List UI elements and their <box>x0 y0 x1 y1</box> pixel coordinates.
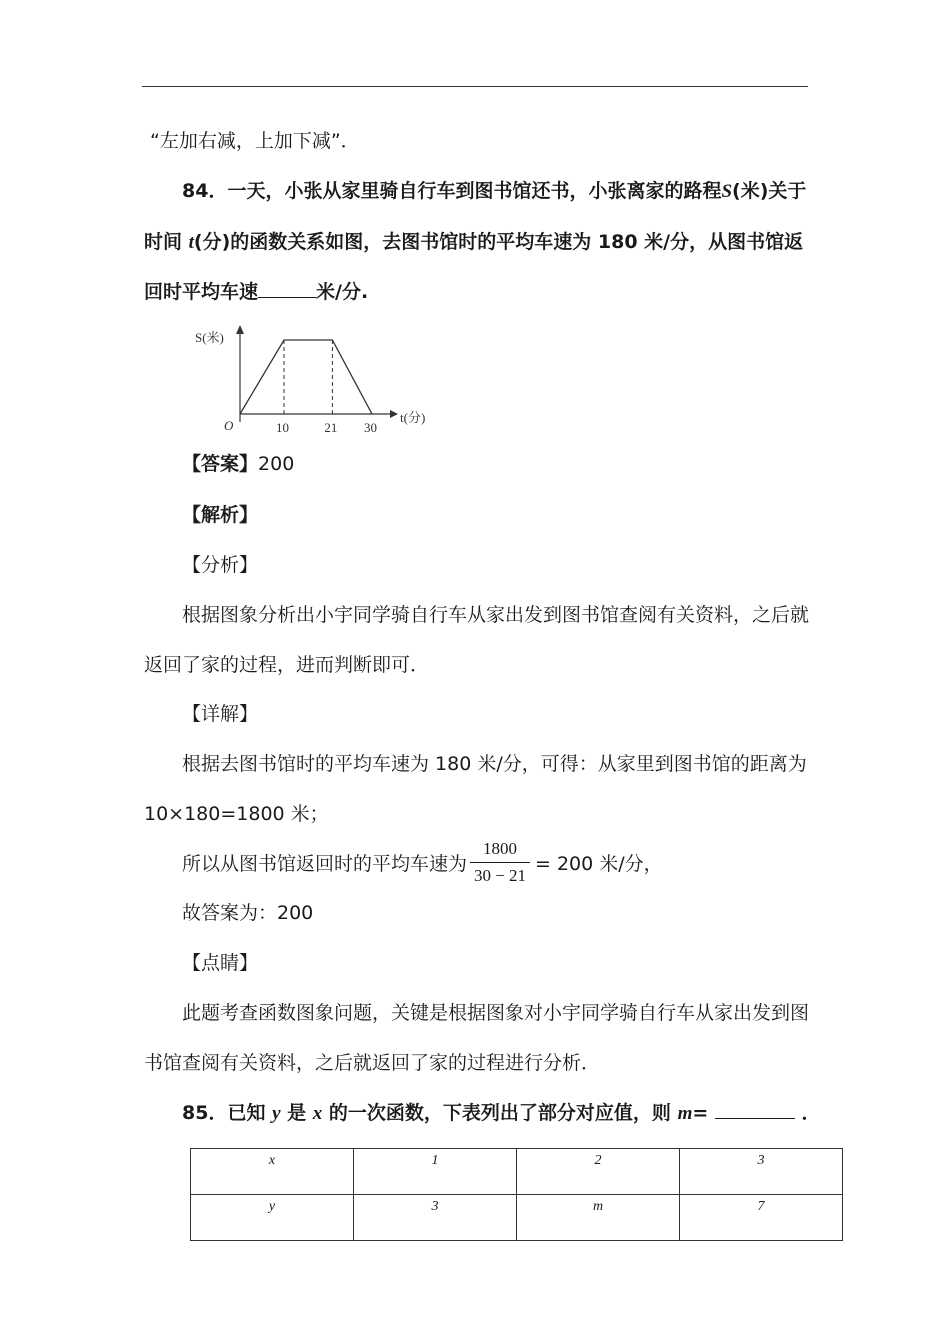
fenxi-text2: 返回了家的过程，进而判断即可． <box>144 654 430 676</box>
table-cell: 1 <box>354 1149 517 1195</box>
table-cell: 2 <box>517 1149 680 1195</box>
table-cell: m <box>517 1195 680 1241</box>
series-line <box>240 340 372 414</box>
table-cell: x <box>191 1149 354 1195</box>
q85-var-x: x <box>312 1103 323 1124</box>
q84-var-s: S <box>721 181 733 202</box>
q84-text3a: 回时平均车速 <box>144 281 259 303</box>
fenxi-text1: 根据图象分析出小宇同学骑自行车从家出发到图书馆查阅有关资料，之后就 <box>182 604 810 626</box>
answer-line <box>182 451 294 477</box>
q85-text-d: = <box>692 1102 709 1124</box>
q85-var-y: y <box>272 1103 281 1124</box>
answer-label: 【答案】 <box>182 453 259 475</box>
answer-blank <box>258 279 316 298</box>
table-cell: 3 <box>680 1149 843 1195</box>
q84-var-t: t <box>188 232 194 253</box>
q84-line3 <box>144 279 368 305</box>
q84-text2a: 时间 <box>144 231 183 253</box>
x-tick-label: 21 <box>324 420 338 435</box>
dianjing-text1: 此题考查函数图象问题，关键是根据图象对小宇同学骑自行车从家出发到图 <box>182 1002 810 1024</box>
x-tick-label: 30 <box>364 420 377 435</box>
table-cell: 7 <box>680 1195 843 1241</box>
q85-number: 85 <box>182 1102 209 1124</box>
q85-line <box>182 1100 821 1127</box>
q84-text1: ．一天，小张从家里骑自行车到图书馆还书，小张离家的路程 <box>208 180 722 202</box>
fraction-denominator: 30 − 21 <box>473 866 527 885</box>
x-axis-arrow <box>390 410 398 418</box>
x-tick-label: 10 <box>276 420 289 435</box>
q85-text-b: 是 <box>287 1102 307 1124</box>
q84-text3b: 米/分. <box>316 281 369 303</box>
xiangjie-text3b: = 200 米/分， <box>535 853 663 875</box>
q84-line1 <box>182 178 806 205</box>
distance-time-graph <box>190 322 440 440</box>
q84-line2 <box>144 229 803 256</box>
q85-text-c: 的一次函数，下表列出了部分对应值，则 <box>328 1102 671 1124</box>
xiangjie-text4: 故答案为：200 <box>182 902 314 924</box>
fraction <box>470 838 530 887</box>
q84-unit: (米)关于 <box>732 180 807 202</box>
table-cell: 3 <box>354 1195 517 1241</box>
q85-blank <box>715 1100 795 1119</box>
xiangjie-text2: 10×180=1800 米； <box>144 803 329 825</box>
x-axis-label: t(分) <box>400 410 426 425</box>
q85-var-m: m <box>677 1103 693 1124</box>
q84-number: 84 <box>182 180 209 202</box>
y-axis-label: S(米) <box>195 330 224 345</box>
table-row <box>191 1149 843 1195</box>
dianjing-label: 【点睛】 <box>182 952 259 974</box>
analysis-label: 【解析】 <box>182 504 259 526</box>
answer-value: 200 <box>258 453 295 475</box>
dianjing-text2: 书馆查阅有关资料，之后就返回了家的过程进行分析． <box>144 1052 601 1074</box>
intro-line: “左加右减，上加下减”． <box>150 130 360 152</box>
xiangjie-label: 【详解】 <box>182 703 259 725</box>
q85-end: ． <box>801 1102 821 1124</box>
fraction-numerator: 1800 <box>483 839 517 858</box>
fenxi-label: 【分析】 <box>182 554 259 576</box>
table-row <box>191 1195 843 1241</box>
q84-text2b: (分)的函数关系如图，去图书馆时的平均车速为 180 米/分，从图书馆返 <box>193 231 804 253</box>
table-cell: y <box>191 1195 354 1241</box>
xiangjie-text3a: 所以从图书馆返回时的平均车速为 <box>182 853 468 875</box>
fraction-bar <box>470 862 530 863</box>
q85-text-a: ．已知 <box>208 1102 266 1124</box>
header-rule <box>142 86 808 87</box>
value-table <box>190 1148 843 1241</box>
origin-label: O <box>224 418 234 433</box>
xiangjie-text1: 根据去图书馆时的平均车速为 180 米/分，可得：从家里到图书馆的距离为 <box>182 753 807 775</box>
y-axis-arrow <box>236 325 244 334</box>
